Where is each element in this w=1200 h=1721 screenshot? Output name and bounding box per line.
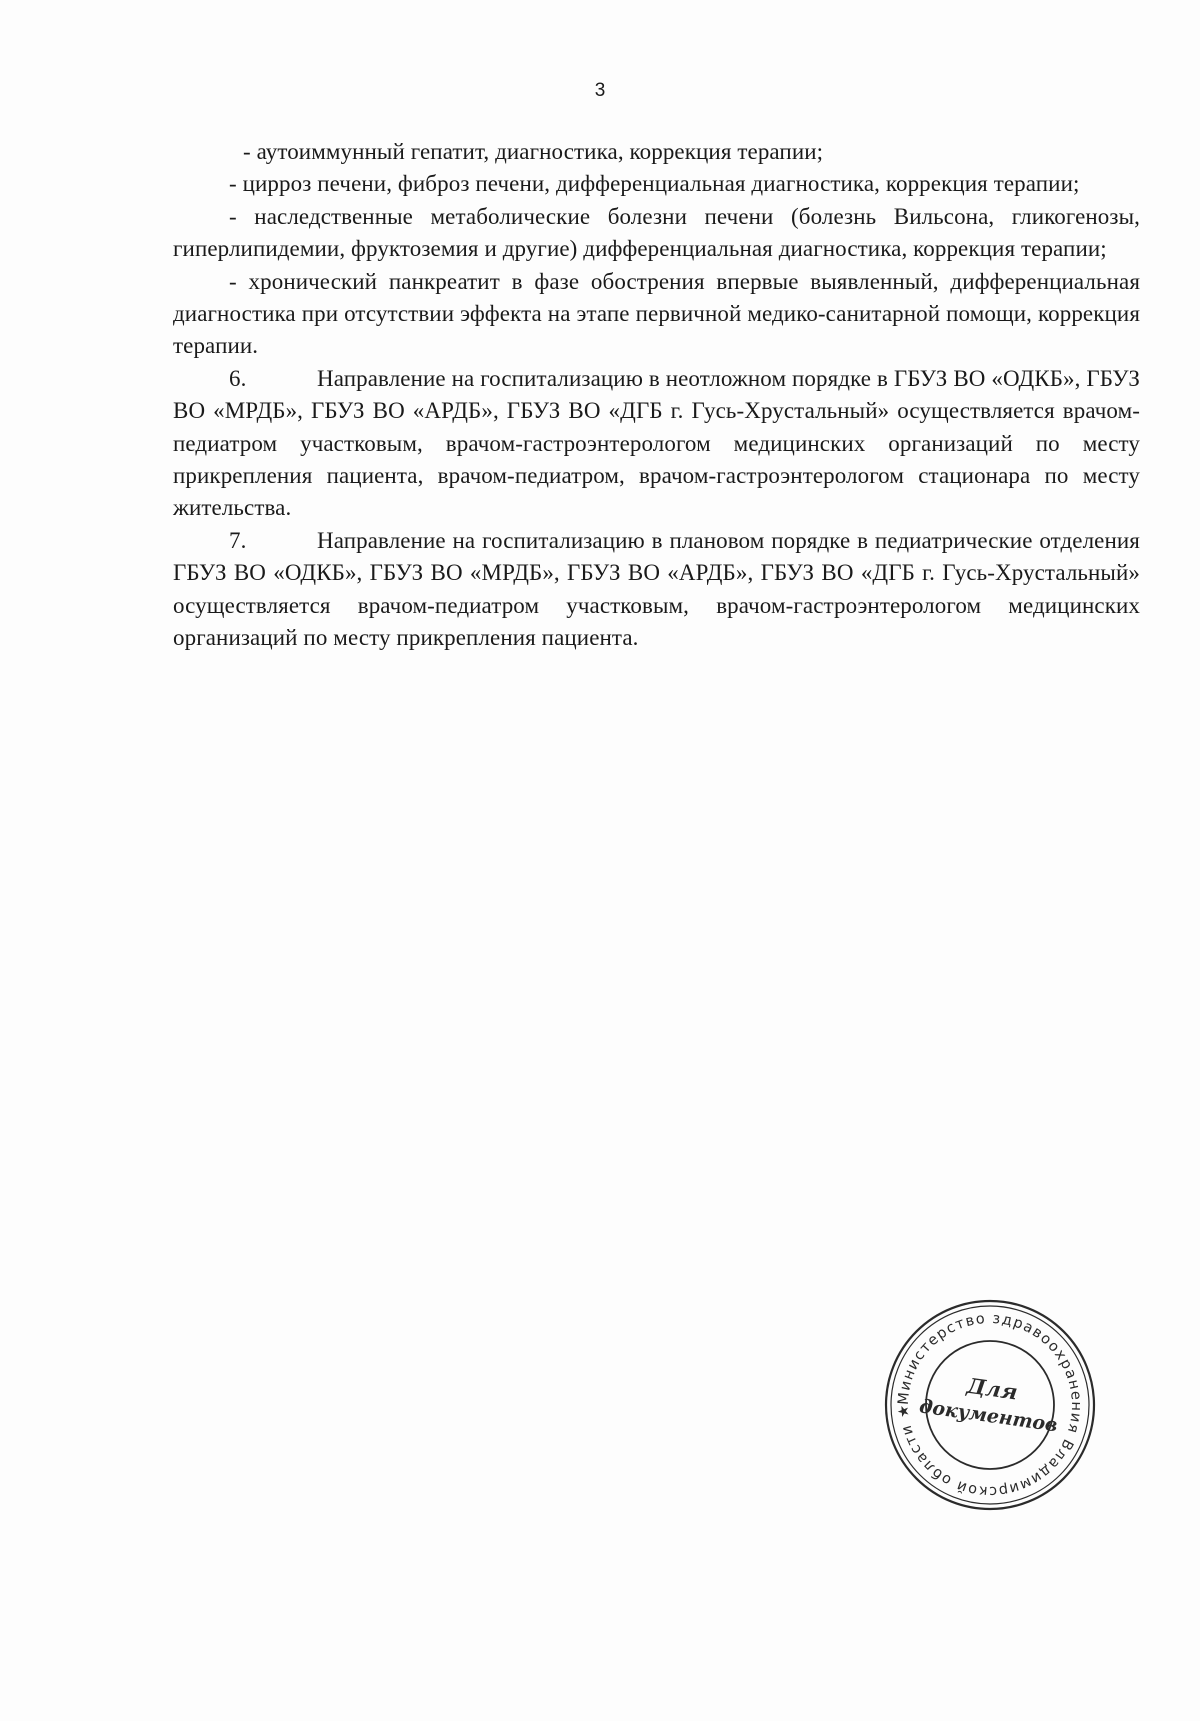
list-item-metabolic-diseases: - наследственные метаболические болезни печени (болезнь Вильсона, гликогенозы, гиперлипидемии, фруктоземия и другие) дифференциальная диагностика, коррекция терапии; <box>173 203 1140 262</box>
item-text: Направление на госпитализацию в неотложном порядке в ГБУЗ ВО «ОДКБ», ГБУЗ ВО «МРДБ», ГБУЗ ВО «АРДБ», ГБУЗ ВО «ДГБ г. Гусь-Хрустальный» осуществляется врачом-педиатром участковым, врачом-гастроэнтерологом медицинских организаций по месту прикрепления пациента, врачом-педиатром, врачом-гастроэнтерологом стационара по месту жительства. <box>173 365 1140 521</box>
item-text: Направление на госпитализацию в плановом порядке в педиатрические отделения ГБУЗ ВО «ОДКБ», ГБУЗ ВО «МРДБ», ГБУЗ ВО «АРДБ», ГБУЗ ВО «ДГБ г. Гусь-Хрустальный» осуществляется врачом-педиатром участковым, врачом-гастроэнтерологом медицинских организаций по месту прикрепления пациента. <box>173 527 1140 651</box>
item-number: 6. <box>229 365 247 391</box>
stamp-graphic <box>880 1295 1100 1515</box>
numbered-item-6 <box>173 363 1140 525</box>
list-item-autoimmune-hepatitis: - аутоиммунный гепатит, диагностика, коррекция терапии; <box>243 139 824 164</box>
round-stamp <box>880 1295 1100 1515</box>
list-item-cirrhosis: - цирроз печени, фиброз печени, дифференциальная диагностика, коррекция терапии; <box>229 171 1080 197</box>
document-body <box>173 136 1140 655</box>
page-number: 3 <box>594 80 606 101</box>
stamp-ring-textpath: Министерство здравоохранения Владимирской области ★ <box>895 1310 1085 1500</box>
stamp-center-line1: Для <box>965 1372 1020 1405</box>
item-number: 7. <box>229 527 247 553</box>
numbered-item-7 <box>173 525 1140 655</box>
stamp-center-line2: документов <box>917 1395 1060 1437</box>
list-item-chronic-pancreatitis: - хронический панкреатит в фазе обострения впервые выявленный, дифференциальная диагностика при отсутствии эффекта на этапе первичной медико-санитарной помощи, коррекция терапии. <box>173 268 1140 359</box>
